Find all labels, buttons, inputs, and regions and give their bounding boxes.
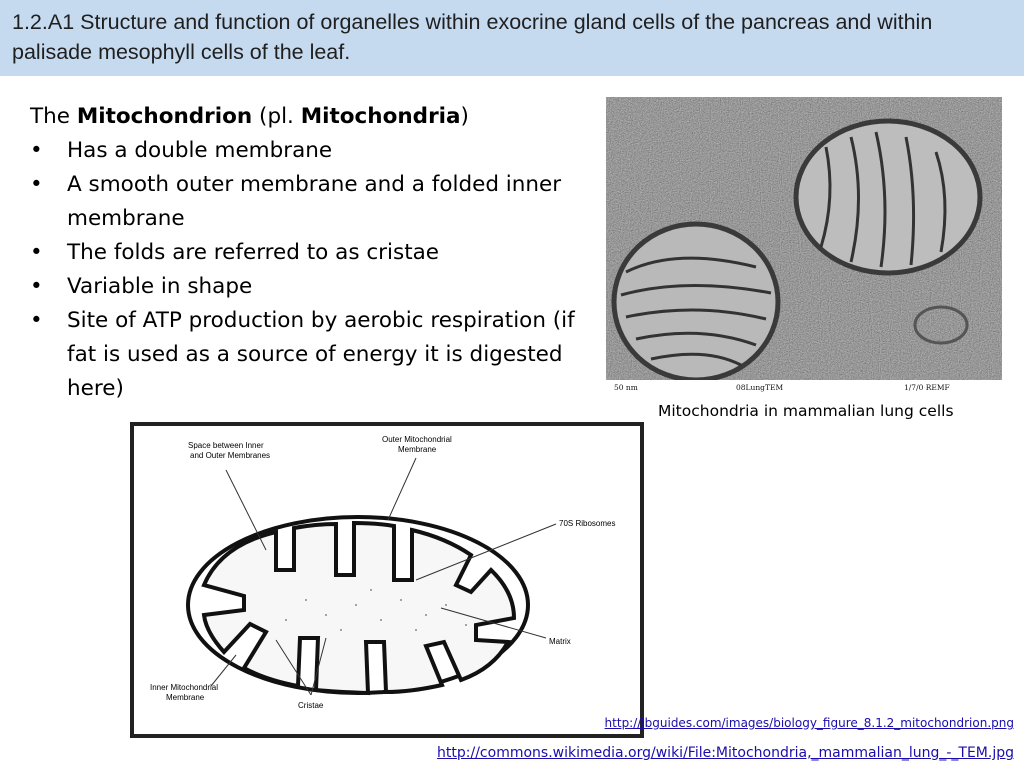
label-space-line2: and Outer Membranes (190, 451, 271, 460)
label-space-line1: Space between Inner (188, 441, 264, 450)
text-content (30, 100, 590, 406)
bullet-item: • Site of ATP production by aerobic respiration (if fat is used as a source of energy it is digested here) (30, 304, 590, 406)
label-cristae: Cristae (298, 701, 324, 710)
intro-plural: Mitochondria (300, 104, 461, 129)
meta-label: 1/7/0 REMF (904, 383, 950, 392)
bullet-item: • Has a double membrane (30, 134, 590, 168)
file-label: 08LungTEM (736, 383, 784, 392)
label-space (188, 441, 270, 460)
label-outer-line1: Outer Mitochondrial (382, 435, 452, 444)
scale-label: 50 nm (614, 383, 638, 392)
photo-source-link[interactable]: http://commons.wikimedia.org/wiki/File:Mitochondria,_mammalian_lung_-_TEM.jpg (437, 745, 1014, 761)
bullet-item: • A smooth outer membrane and a folded inner membrane (30, 168, 590, 236)
mitochondrion-diagram (126, 420, 646, 740)
bullet-item: • Variable in shape (30, 270, 590, 304)
intro-line (30, 100, 590, 134)
micrograph-image (606, 97, 1002, 380)
label-ribosomes: 70S Ribosomes (559, 519, 616, 528)
label-inner-line1: Inner Mitochondrial (150, 683, 219, 692)
bullet-list (30, 134, 590, 406)
intro-mid: (pl. (252, 104, 301, 129)
intro-prefix: The (30, 104, 77, 129)
mitochondria-micrograph (606, 97, 1002, 395)
label-matrix: Matrix (549, 637, 571, 646)
diagram-source-link[interactable]: http://ibguides.com/images/biology_figure_8.1.2_mitochondrion.png (604, 716, 1014, 730)
intro-term: Mitochondrion (76, 104, 253, 129)
label-inner-line2: Membrane (166, 693, 205, 702)
slide-title: 1.2.A1 Structure and function of organelles within exocrine gland cells of the pancreas and within palisade mesophyll cells of the leaf. (12, 10, 933, 64)
micrograph-info-bar (606, 380, 1002, 395)
title-banner (0, 0, 1024, 76)
bullet-item: • The folds are referred to as cristae (30, 236, 590, 270)
micrograph-caption: Mitochondria in mammalian lung cells (658, 402, 954, 420)
intro-suffix: ) (460, 104, 469, 129)
label-outer-line2: Membrane (398, 445, 437, 454)
